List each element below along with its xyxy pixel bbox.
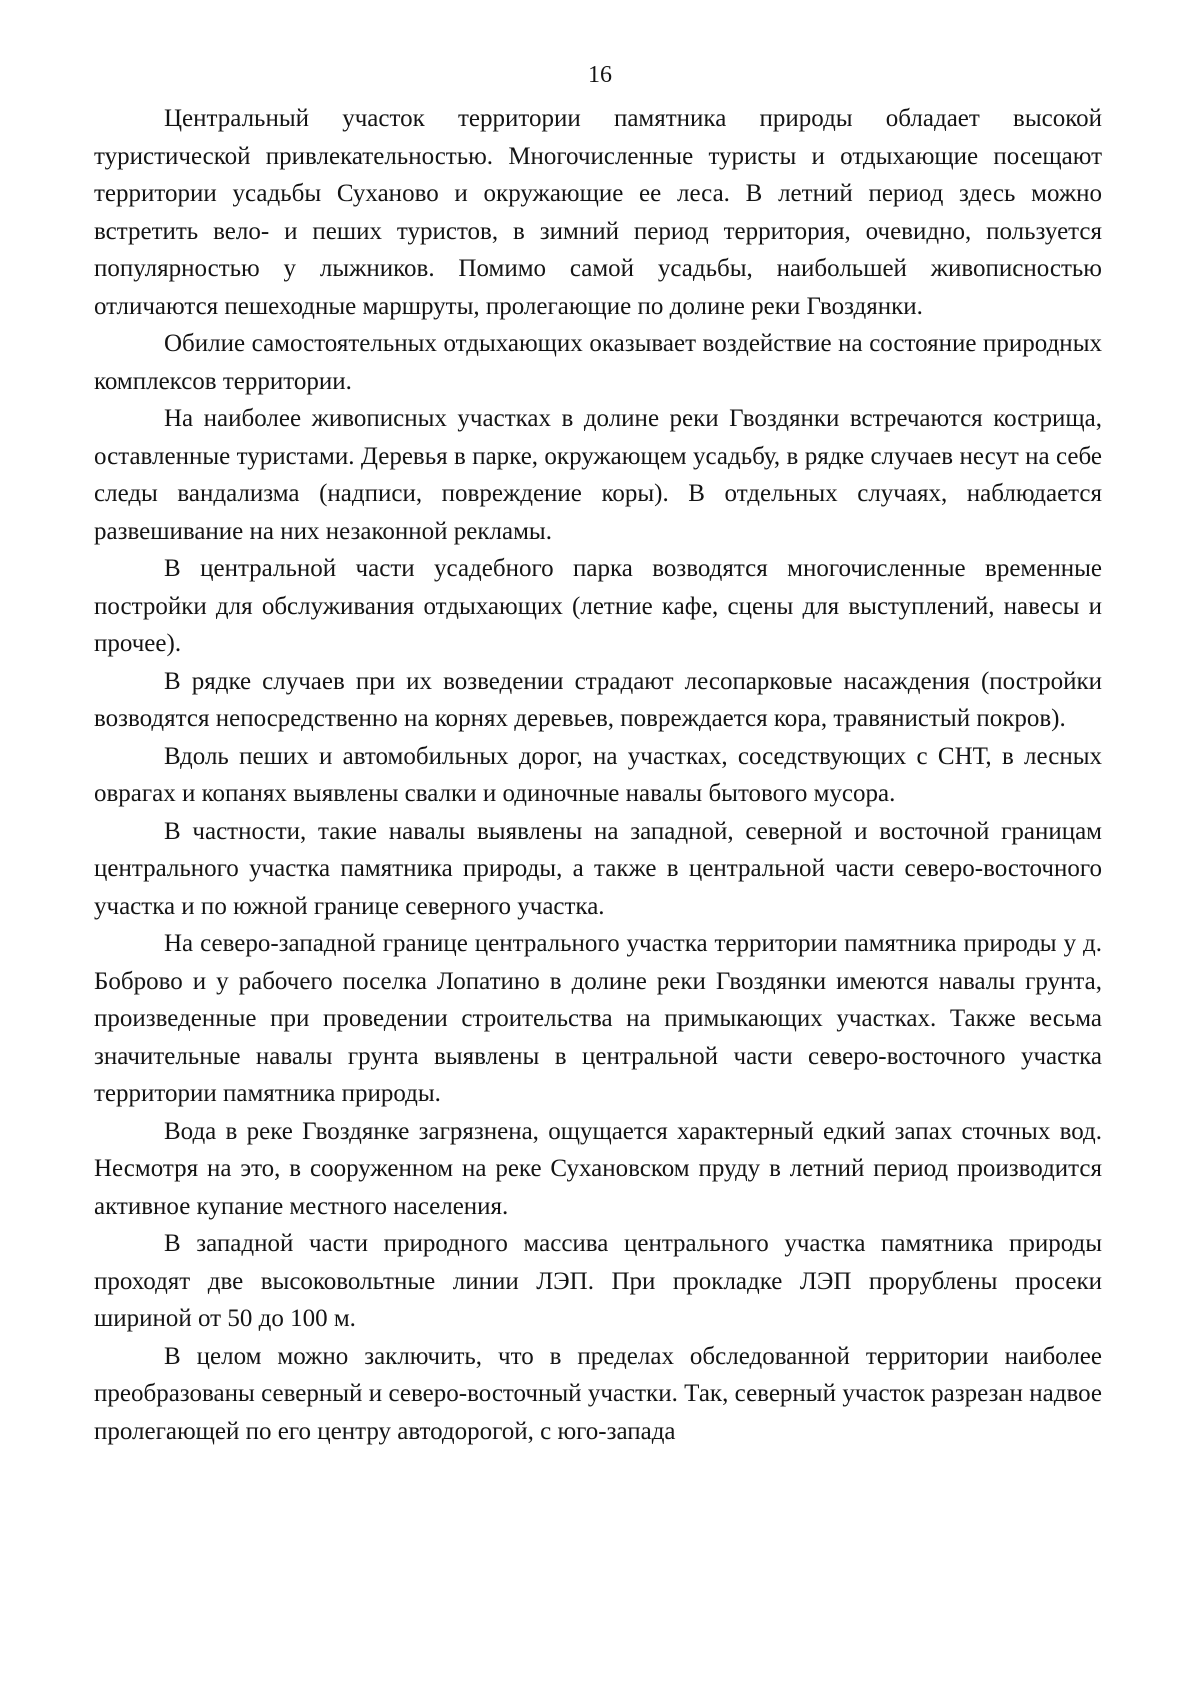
- paragraph-power-lines: В западной части природного массива центрального участка памятника природы проходят две высоковольтные линии ЛЭП. При прокладке ЛЭП прорублены просеки шириной от 50 до 100 м.: [94, 1230, 1102, 1332]
- paragraph-dump-locations: В частности, такие навалы выявлены на западной, северной и восточной границам центрального участка памятника природы, а также в центральной части северо-восточного участка и по южной границе северного участка.: [94, 817, 1102, 920]
- paragraph-plantation-damage: В рядке случаев при их возведении страдают лесопарковые насаждения (постройки возводятся непосредственно на корнях деревьев, повреждается кора, травянистый покров).: [94, 667, 1102, 732]
- paragraph-water-pollution: Вода в реке Гвоздянке загрязнена, ощущается характерный едкий запах сточных вод. Несмотря на это, в сооруженном на реке Сухановском пруду в летний период производится активное купание местного населения.: [94, 1117, 1102, 1220]
- paragraph-soil-piles: На северо-западной границе центрального участка территории памятника природы у д. Боброво и у рабочего поселка Лопатино в долине реки Гвоздянки имеются навалы грунта, произведенные при проведении строительства на примыкающих участках. Также весьма значительные навалы грунта выявлены в центральной части северо-восточного участка территории памятника природы.: [94, 930, 1102, 1107]
- paragraph-impact: Обилие самостоятельных отдыхающих оказывает воздействие на состояние природных комплексов территории.: [94, 330, 1102, 395]
- page-number: 16: [588, 62, 612, 88]
- paragraph-dumps: Вдоль пеших и автомобильных дорог, на участках, соседствующих с СНТ, в лесных оврагах и копанях выявлены свалки и одиночные навалы бытового мусора.: [94, 742, 1102, 807]
- document-body: [94, 100, 1102, 1450]
- paragraph-tourism: Центральный участок территории памятника природы обладает высокой туристической привлекательностью. Многочисленные туристы и отдыхающие посещают территории усадьбы Суханово и окружающие ее леса. В летний период здесь можно встретить вело- и пеших туристов, в зимний период территория, очевидно, пользуется популярностью у лыжников. Помимо самой усадьбы, наибольшей живописностью отличаются пешеходные маршруты, пролегающие по долине реки Гвоздянки.: [94, 105, 1102, 320]
- paragraph-conclusion: В целом можно заключить, что в пределах обследованной территории наиболее преобразованы северный и северо-восточный участки. Так, северный участок разрезан надвое пролегающей по его центру автодорогой, с юго-запада: [94, 1342, 1102, 1445]
- paragraph-vandalism: На наиболее живописных участках в долине реки Гвоздянки встречаются кострища, оставленные туристами. Деревья в парке, окружающем усадьбу, в рядке случаев несут на себе следы вандализма (надписи, повреждение коры). В отдельных случаях, наблюдается развешивание на них незаконной рекламы.: [94, 405, 1102, 545]
- paragraph-temporary-structures: В центральной части усадебного парка возводятся многочисленные временные постройки для обслуживания отдыхающих (летние кафе, сцены для выступлений, навесы и прочее).: [94, 555, 1102, 657]
